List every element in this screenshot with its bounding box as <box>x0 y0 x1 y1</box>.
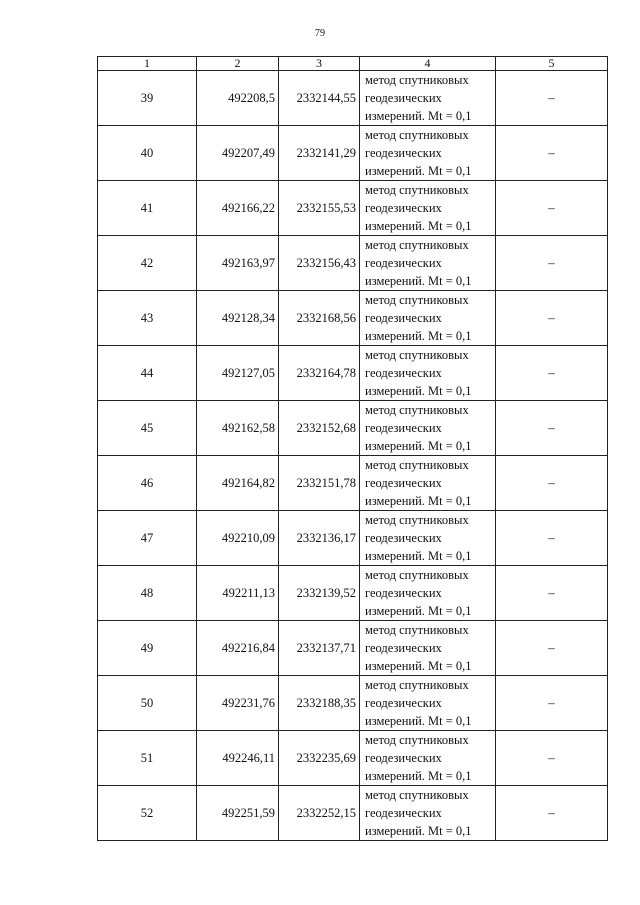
method-cell: метод спутниковых геодезических измерений. Mt = 0,1 <box>360 236 496 291</box>
x-coordinate-cell: 492164,82 <box>197 456 279 511</box>
table-row <box>98 511 608 566</box>
x-coordinate-cell: 492211,13 <box>197 566 279 621</box>
y-coordinate-cell: 2332156,43 <box>279 236 360 291</box>
method-cell: метод спутниковых геодезических измерений. Mt = 0,1 <box>360 291 496 346</box>
table-row <box>98 731 608 786</box>
method-cell: метод спутниковых геодезических измерений. Mt = 0,1 <box>360 621 496 676</box>
point-number-cell: 40 <box>98 126 197 181</box>
y-coordinate-cell: 2332252,15 <box>279 786 360 841</box>
point-number-cell: 50 <box>98 676 197 731</box>
x-coordinate-cell: 492216,84 <box>197 621 279 676</box>
table-body <box>98 71 608 841</box>
method-cell: метод спутниковых геодезических измерений. Mt = 0,1 <box>360 181 496 236</box>
method-cell: метод спутниковых геодезических измерений. Mt = 0,1 <box>360 346 496 401</box>
note-cell: – <box>496 456 608 511</box>
note-cell: – <box>496 731 608 786</box>
point-number-cell: 43 <box>98 291 197 346</box>
method-cell: метод спутниковых геодезических измерений. Mt = 0,1 <box>360 786 496 841</box>
table-row <box>98 566 608 621</box>
table-row <box>98 126 608 181</box>
y-coordinate-cell: 2332155,53 <box>279 181 360 236</box>
method-cell: метод спутниковых геодезических измерений. Mt = 0,1 <box>360 731 496 786</box>
note-cell: – <box>496 181 608 236</box>
y-coordinate-cell: 2332164,78 <box>279 346 360 401</box>
note-cell: – <box>496 126 608 181</box>
header-col-3: 3 <box>279 57 360 71</box>
x-coordinate-cell: 492166,22 <box>197 181 279 236</box>
x-coordinate-cell: 492163,97 <box>197 236 279 291</box>
note-cell: – <box>496 786 608 841</box>
x-coordinate-cell: 492208,5 <box>197 71 279 126</box>
note-cell: – <box>496 511 608 566</box>
y-coordinate-cell: 2332188,35 <box>279 676 360 731</box>
table-row <box>98 291 608 346</box>
x-coordinate-cell: 492207,49 <box>197 126 279 181</box>
note-cell: – <box>496 346 608 401</box>
note-cell: – <box>496 236 608 291</box>
table-row <box>98 786 608 841</box>
table-row <box>98 236 608 291</box>
y-coordinate-cell: 2332168,56 <box>279 291 360 346</box>
header-col-5: 5 <box>496 57 608 71</box>
point-number-cell: 47 <box>98 511 197 566</box>
y-coordinate-cell: 2332136,17 <box>279 511 360 566</box>
point-number-cell: 49 <box>98 621 197 676</box>
x-coordinate-cell: 492210,09 <box>197 511 279 566</box>
point-number-cell: 48 <box>98 566 197 621</box>
method-cell: метод спутниковых геодезических измерений. Mt = 0,1 <box>360 456 496 511</box>
point-number-cell: 41 <box>98 181 197 236</box>
x-coordinate-cell: 492251,59 <box>197 786 279 841</box>
method-cell: метод спутниковых геодезических измерений. Mt = 0,1 <box>360 71 496 126</box>
table-row <box>98 181 608 236</box>
header-col-2: 2 <box>197 57 279 71</box>
table-row <box>98 676 608 731</box>
y-coordinate-cell: 2332144,55 <box>279 71 360 126</box>
point-number-cell: 39 <box>98 71 197 126</box>
method-cell: метод спутниковых геодезических измерений. Mt = 0,1 <box>360 511 496 566</box>
point-number-cell: 42 <box>98 236 197 291</box>
table-row <box>98 71 608 126</box>
table-row <box>98 456 608 511</box>
header-col-4: 4 <box>360 57 496 71</box>
y-coordinate-cell: 2332151,78 <box>279 456 360 511</box>
table-row <box>98 401 608 456</box>
table-header <box>98 57 608 71</box>
x-coordinate-cell: 492162,58 <box>197 401 279 456</box>
point-number-cell: 44 <box>98 346 197 401</box>
method-cell: метод спутниковых геодезических измерений. Mt = 0,1 <box>360 676 496 731</box>
table-row <box>98 346 608 401</box>
note-cell: – <box>496 566 608 621</box>
note-cell: – <box>496 621 608 676</box>
method-cell: метод спутниковых геодезических измерений. Mt = 0,1 <box>360 566 496 621</box>
header-row <box>98 57 608 71</box>
point-number-cell: 52 <box>98 786 197 841</box>
y-coordinate-cell: 2332152,68 <box>279 401 360 456</box>
method-cell: метод спутниковых геодезических измерений. Mt = 0,1 <box>360 401 496 456</box>
point-number-cell: 51 <box>98 731 197 786</box>
x-coordinate-cell: 492246,11 <box>197 731 279 786</box>
table-row <box>98 621 608 676</box>
note-cell: – <box>496 676 608 731</box>
y-coordinate-cell: 2332139,52 <box>279 566 360 621</box>
note-cell: – <box>496 401 608 456</box>
y-coordinate-cell: 2332137,71 <box>279 621 360 676</box>
header-col-1: 1 <box>98 57 197 71</box>
point-number-cell: 45 <box>98 401 197 456</box>
note-cell: – <box>496 71 608 126</box>
x-coordinate-cell: 492128,34 <box>197 291 279 346</box>
note-cell: – <box>496 291 608 346</box>
point-number-cell: 46 <box>98 456 197 511</box>
method-cell: метод спутниковых геодезических измерений. Mt = 0,1 <box>360 126 496 181</box>
x-coordinate-cell: 492231,76 <box>197 676 279 731</box>
y-coordinate-cell: 2332141,29 <box>279 126 360 181</box>
coordinates-table <box>97 56 608 841</box>
y-coordinate-cell: 2332235,69 <box>279 731 360 786</box>
page-number: 79 <box>315 28 325 39</box>
x-coordinate-cell: 492127,05 <box>197 346 279 401</box>
